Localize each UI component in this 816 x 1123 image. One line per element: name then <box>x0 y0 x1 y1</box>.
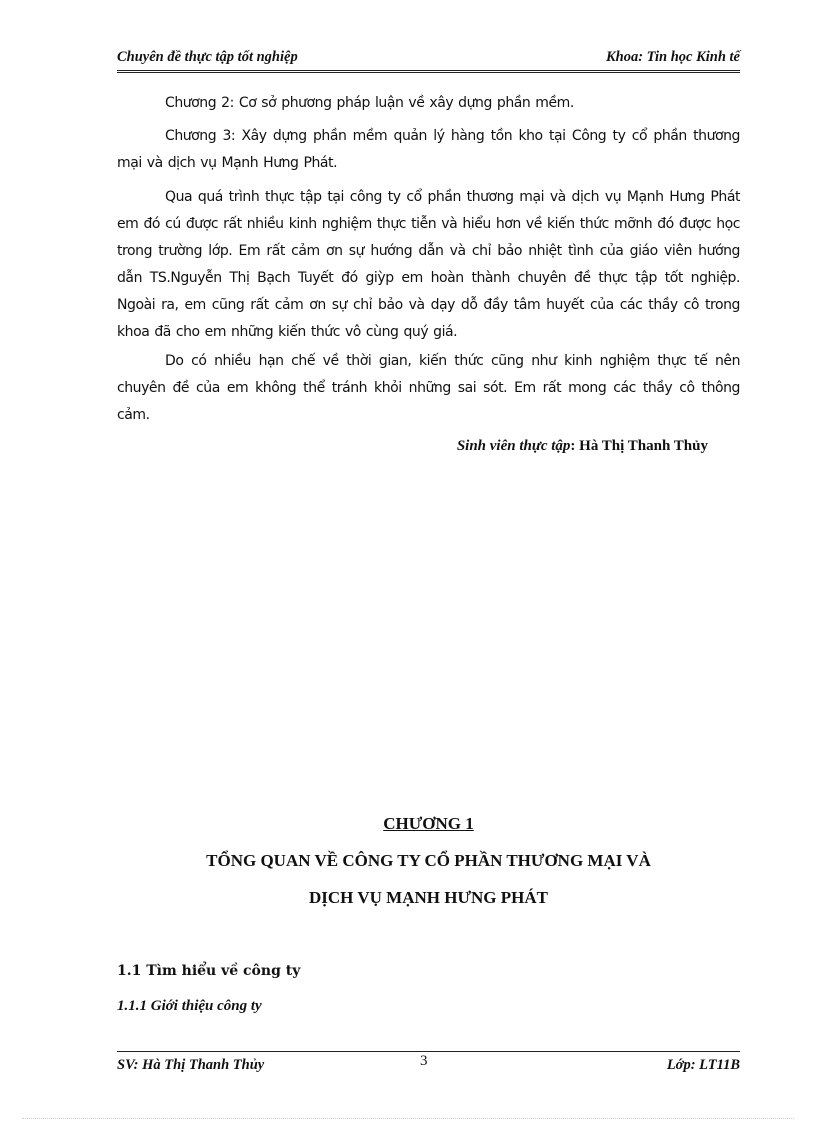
page-footer <box>117 1051 740 1078</box>
paragraph-acknowledgement: Qua quá trình thực tập tại công ty cổ phần thương mại và dịch vụ Mạnh Hưng Phát em đó cú được rất nhiều kinh nghiệm thực tiễn và hiểu hơn về kiến thức mỡnh đó được học trong trường lớp. Em rất cảm ơn sự hướng dẫn và chỉ bảo nhiệt tình của giáo viên hướng dẫn TS.Nguyễn Thị Bạch Tuyết đó giỳp em hoàn thành chuyên đề thực tập tốt nghiệp. Ngoài ra, em cũng rất cảm ơn sự chỉ bảo và dạy dỗ đầy tâm huyết của các thầy cô trong khoa đã cho em những kiến thức vô cùng quý giá. <box>117 189 740 340</box>
signature-separator: : <box>570 438 580 454</box>
chapter-number <box>117 814 740 834</box>
page-bottom-edge <box>22 1118 794 1119</box>
footer-student: SV: Hà Thị Thanh Thủy <box>117 1057 265 1073</box>
paragraph-apology: Do có nhiều hạn chế về thời gian, kiến thức cũng như kinh nghiệm thực tế nên chuyên đề của em không thể tránh khỏi những sai sót. Em rất mong các thầy cô thông cảm. <box>117 353 740 423</box>
chapter-number-text: CHƯƠNG 1 <box>383 814 474 833</box>
signature-role: Sinh viên thực tập <box>456 438 571 454</box>
chapter-title-line-1: TỔNG QUAN VỀ CÔNG TY CỔ PHẦN THƯƠNG MẠI VÀ <box>206 851 651 870</box>
chapter-title-line-2: DỊCH VỤ MẠNH HƯNG PHÁT <box>309 888 548 907</box>
page-header <box>117 48 740 73</box>
section-heading-1-1-1: 1.1.1 Giới thiệu công ty <box>117 998 262 1014</box>
paragraph-chapter-3: Chương 3: Xây dựng phần mềm quản lý hàng tồn kho tại Công ty cổ phần thương mại và dịch vụ Mạnh Hưng Phát. <box>117 128 740 171</box>
header-faculty: Khoa: Tin học Kinh tế <box>605 49 740 65</box>
paragraph-chapter-2: Chương 2: Cơ sở phương pháp luận về xây dựng phần mềm. <box>165 95 574 111</box>
body-block-2 <box>117 123 740 177</box>
section-heading-1-1: 1.1 Tìm hiểu về công ty <box>117 963 301 979</box>
body-block-1 <box>117 90 740 117</box>
body-block-4 <box>117 348 740 429</box>
signature-name: Hà Thị Thanh Thủy <box>579 438 708 454</box>
header-document-title: Chuyên đề thực tập tốt nghiệp <box>117 49 298 65</box>
signature <box>457 438 708 455</box>
body-block-3 <box>117 184 740 346</box>
page-number: 3 <box>420 1053 428 1069</box>
footer-class: Lớp: LT11B <box>666 1057 740 1073</box>
